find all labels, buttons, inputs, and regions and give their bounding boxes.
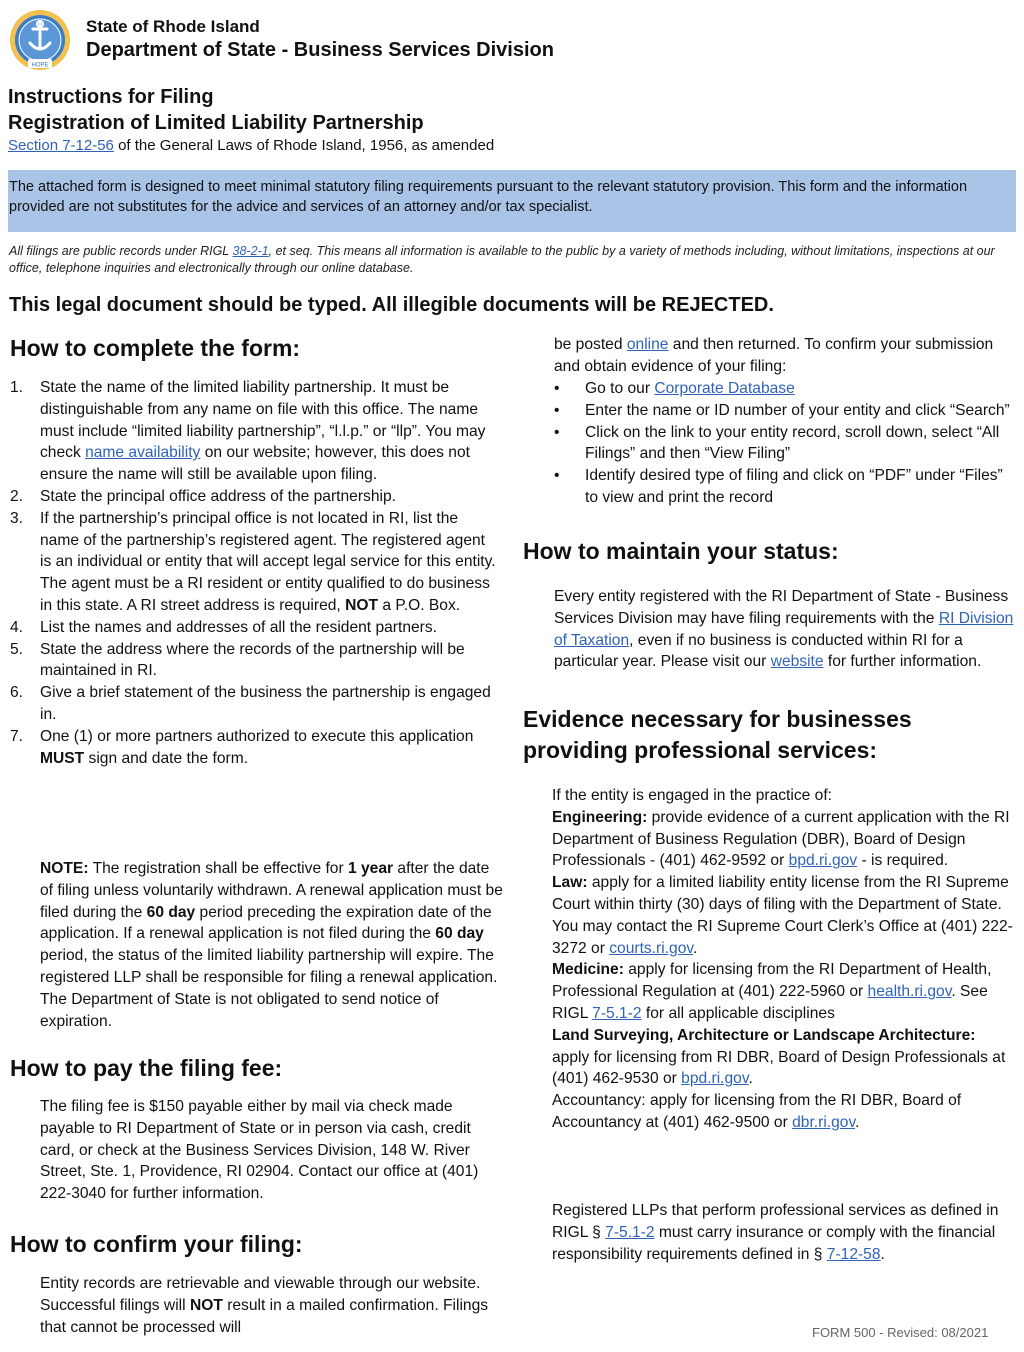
department-name: Department of State - Business Services Division (86, 39, 554, 61)
section-link[interactable]: Section 7-12-56 (8, 137, 114, 154)
section-7-12-58-link[interactable]: 7-12-58 (826, 1245, 881, 1263)
evidence-heading: Evidence necessary for businesses providing professional services: (523, 706, 912, 763)
confirm-steps-list (554, 378, 1014, 509)
step-item: 4. List the names and addresses of all the resident partners. (10, 618, 438, 636)
medicine-item: Medicine: apply for licensing from the RI Department of Health, Professional Regulation at (401) 222-5960 or health.ri.gov. See RIGL 7-5.1-2 for all applicable disciplines (552, 961, 992, 1022)
complete-heading: How to complete the form: (10, 335, 301, 361)
step-item: 5. State the address where the records of the partnership will be maintained in RI. (10, 640, 465, 680)
evidence-text: If the entity is engaged in the practice of: Engineering: provide evidence of a current application with the RI Department of Business Regulation (DBR), Board of Design Professionals - (401) 462-9592 or bpd.ri.gov - is required. Law: apply for a limited liability entity license from the RI Supreme Court within thirty (30) days of filing with the Department of State. You may contact the RI Supreme Court Clerk’s Office at (401) 222-3272 or courts.ri.gov. Medicine: apply for licensing from the RI Department of Health, Professional Regulation at (401) 222-5960 or health.ri.gov. See RIGL 7-5.1-2 for all applicable disciplines Land Surveying, Architecture or Landscape Architecture: apply for licensing from RI DBR, Board of Design Professionals at (401) 462-9530 or bpd.ri.gov. Accountancy: apply for licensing from the RI DBR, Board of Accountancy at (401) 462-9500 or dbr.ri.gov. (552, 785, 1014, 1134)
disclaimer-banner: The attached form is designed to meet minimal statutory filing requirements pursuant to the relevant statutory provision. This form and the information provided are not substitutes for the advice and services of an attorney and/or tax specialist. (8, 170, 1016, 232)
step-item: 6. Give a brief statement of the business the partnership is engaged in. (10, 684, 491, 723)
page-title: Instructions for Filing (8, 86, 214, 108)
state-seal-logo (9, 9, 71, 71)
step-item: 1. State the name of the limited liability partnership. It must be distinguishable from any name on file with this office. The name must include “limited liability partnership”, “l.l.p.” or “llp”. You may check name availability on our website; however, this does not ensure the name will still be available upon filing. (10, 379, 486, 484)
health-link[interactable]: health.ri.gov (867, 983, 952, 1001)
expiration-note: NOTE: The registration shall be effective for 1 year after the date of filing unless voluntarily withdrawn. A renewal application must be filed during the 60 day period preceding the expiration date of the application. If a renewal application is not filed during the 60 day period, the status of the limited liability partnership will expire. The registered LLP shall be responsible for filing a renewal application. The Department of State is not obligated to send notice of expiration. (40, 860, 503, 1030)
maintain-heading: How to maintain your status: (523, 538, 839, 564)
maintain-text: Every entity registered with the RI Department of State - Business Services Division may have filing requirements with the RI Division of Taxation, even if no business is conducted within RI for a particular year. Please visit our website for further information. (554, 588, 1014, 671)
list-item: • Enter the name or ID number of your entity and click “Search” (554, 401, 1010, 419)
online-link[interactable]: online (626, 336, 669, 353)
llp-insurance-text: Registered LLPs that perform professional services as defined in RIGL § 7-5.1-2 must carry insurance or comply with the financial responsibility requirements defined in § 7-12-58. (552, 1202, 999, 1263)
list-item: • Identify desired type of filing and click on “PDF” under “Files” to view and print the record (554, 467, 1003, 506)
rigl-38-2-1-link[interactable]: 38-2-1 (232, 244, 269, 258)
bpd-link[interactable]: bpd.ri.gov (788, 852, 858, 870)
rigl-7-5-1-2-link[interactable]: 7-5.1-2 (592, 1004, 642, 1022)
law-item: Law: apply for a limited liability entity license from the RI Supreme Court within thirty (30) days of filing with the Department of State. You may contact the RI Supreme Court Clerk’s Office at (401) 222-3272 or courts.ri.gov. (552, 874, 1013, 957)
public-records-notice: All filings are public records under RIGL 38-2-1, et seq. This means all information is available to the public by a variety of methods including, without limitations, inspections at our office, telephone inquiries and electronically through our online database. (9, 244, 995, 275)
rigl-7-5-1-2-link[interactable]: 7-5.1-2 (605, 1223, 655, 1241)
legal-notice: This legal document should be typed. All illegible documents will be REJECTED. (9, 294, 774, 316)
engineering-item: Engineering: provide evidence of a current application with the RI Department of Business Regulation (DBR), Board of Design Professionals - (401) 462-9592 or bpd.ri.gov - is required. (552, 808, 1010, 870)
state-name: State of Rhode Island (86, 17, 260, 36)
confirm-text-continued: be posted online and then returned. To confirm your submission and obtain evidence of your filing: (554, 336, 994, 375)
taxation-link[interactable]: RI Division of Taxation (554, 609, 1014, 649)
instruction-steps (10, 377, 500, 769)
corporate-database-link[interactable]: Corporate Database (654, 380, 795, 397)
step-item: 2. State the principal office address of the partnership. (10, 487, 396, 505)
website-link[interactable]: website (770, 653, 824, 671)
bpd-link[interactable]: bpd.ri.gov (681, 1070, 749, 1088)
name-availability-link[interactable]: name availability (85, 444, 201, 462)
step-item: 3. If the partnership’s principal office is not located in RI, list the name of the partnership’s registered agent. The registered agent is an individual or entity that will accept legal service for this entity. The agent must be a RI resident or entity qualified to do business in this state. A RI street address is required, NOT a P.O. Box. (10, 509, 496, 614)
list-item: • Click on the link to your entity record, scroll down, select “All Filings” and then “View Filing” (554, 423, 1000, 463)
dbr-link[interactable]: dbr.ri.gov (792, 1113, 856, 1131)
step-item: 7. One (1) or more partners authorized to execute this application MUST sign and date the form. (10, 727, 474, 767)
land-surveying-item: Land Surveying, Architecture or Landscape Architecture: apply for licensing from RI DBR, Board of Design Professionals at (401) 462-9530 or bpd.ri.gov. (552, 1026, 1006, 1088)
form-number: FORM 500 - Revised: 08/2021 (812, 1325, 989, 1340)
confirm-heading: How to confirm your filing: (10, 1231, 303, 1257)
courts-link[interactable]: courts.ri.gov (609, 939, 694, 957)
page-subtitle: Registration of Limited Liability Partnership (8, 112, 424, 134)
confirm-text: Entity records are retrievable and viewable through our website. Successful filings will NOT result in a mailed confirmation. Filings that cannot be processed will (40, 1275, 489, 1336)
pay-heading: How to pay the filing fee: (10, 1055, 283, 1081)
list-item: • Go to our Corporate Database (554, 380, 795, 397)
section-reference: Section 7-12-56 of the General Laws of Rhode Island, 1956, as amended (8, 137, 495, 154)
pay-text: The filing fee is $150 payable either by mail via check made payable to RI Department of State or in person via cash, credit card, or check at the Business Services Division, 148 W. River Street, Ste. 1, Providence, RI 02904. Contact our office at (401) 222-3040 for further information. (40, 1098, 479, 1203)
svg-text:HOPE: HOPE (31, 62, 49, 69)
accountancy-item: Accountancy: apply for licensing from the RI DBR, Board of Accountancy at (401) 462-9500 or dbr.ri.gov. (552, 1092, 962, 1131)
